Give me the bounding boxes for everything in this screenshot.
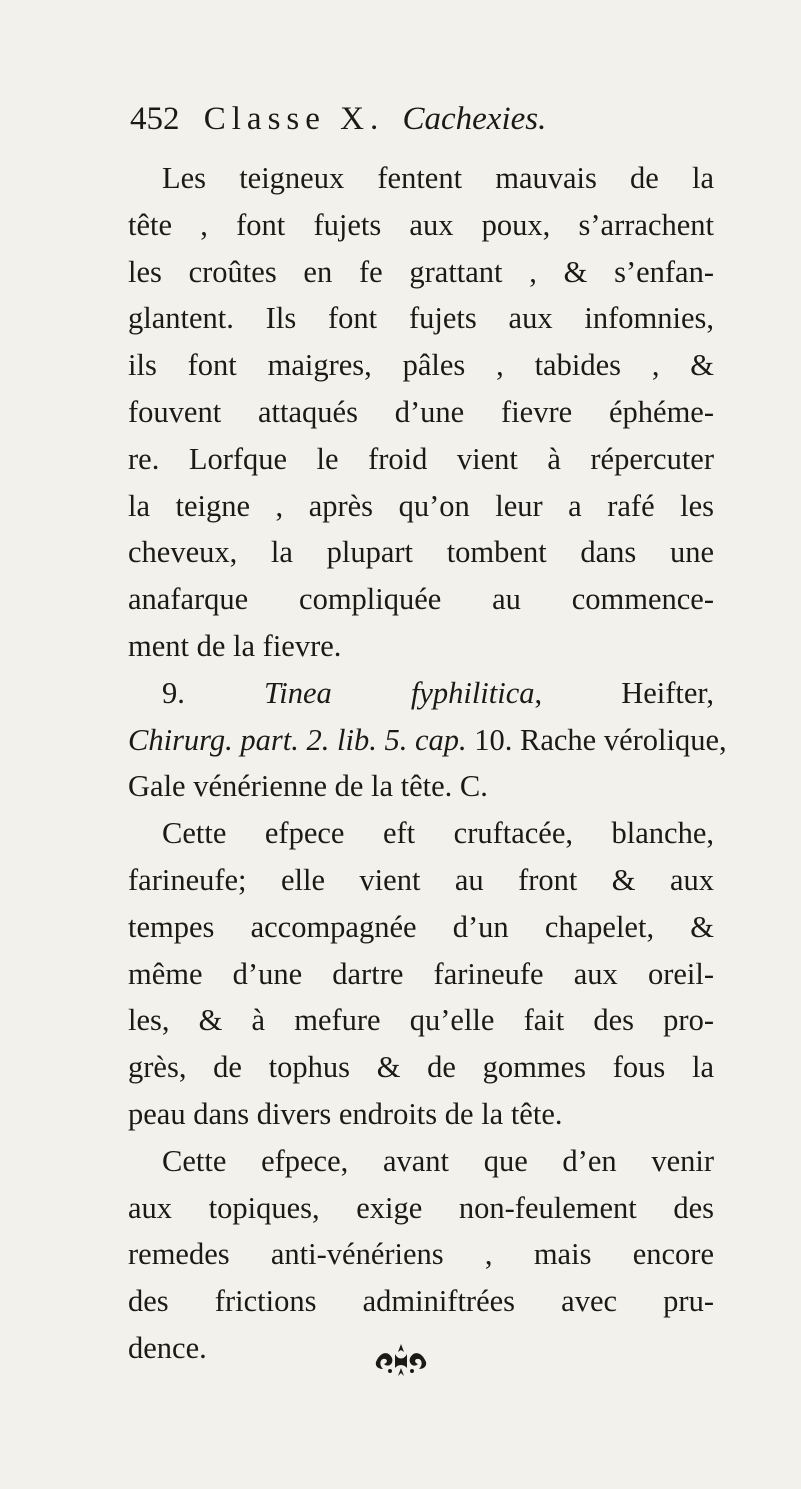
text-line: glantent. Ils font fujets aux infomnies, <box>128 301 714 336</box>
text-line: peau dans divers endroits de la tête. <box>128 1096 563 1131</box>
text-line: aux topiques, exige non-feulement des <box>128 1190 714 1225</box>
item-9-reference <box>128 717 727 764</box>
text-line: fouvent attaqués d’une fievre éphéme- <box>128 394 714 429</box>
reference-italic: Chirurg. part. 2. lib. 5. cap. <box>128 722 467 757</box>
text-line: cheveux, la plupart tombent dans une <box>128 535 714 570</box>
text-line: farineufe; elle vient au front & aux <box>128 862 714 897</box>
text-line: des frictions adminiftrées avec pru- <box>128 1284 714 1319</box>
text-line: Gale vénérienne de la tête. C. <box>128 769 488 804</box>
item-number: 9. <box>162 675 185 710</box>
running-header <box>130 101 546 138</box>
header-classe: Classe X. <box>203 101 385 137</box>
page-number: 452 <box>130 101 180 137</box>
header-section: Cachexies. <box>402 101 547 137</box>
text-line: Les teigneux fentent mauvais de la <box>162 161 714 195</box>
reference-tail: 10. Rache vérolique, <box>466 722 727 757</box>
text-line: remedes anti-vénériens , mais encore <box>128 1237 714 1272</box>
text-line: Cette efpece, avant que d’en venir <box>162 1143 714 1178</box>
text-line: Cette efpece eft cruftacée, blanche, <box>162 816 714 851</box>
text-line: même d’une dartre farineufe aux oreil- <box>128 956 714 991</box>
text-line: les croûtes en fe grattant , & s’enfan- <box>128 254 714 289</box>
text-line: grès, de tophus & de gommes fous la <box>128 1050 714 1085</box>
text-line: la teigne , après qu’on leur a rafé les <box>128 488 714 523</box>
text-line: tête , font fujets aux poux, s’arrachent <box>128 207 714 242</box>
text-line: tempes accompagnée d’un chapelet, & <box>128 909 714 944</box>
text-line: ils font maigres, pâles , tabides , & <box>128 348 714 383</box>
text-line: anafarque compliquée au commence- <box>128 582 714 617</box>
author-name: , Heifter, <box>534 675 714 710</box>
item-9-heading <box>128 670 714 717</box>
latin-name: Tinea fyphilitica <box>263 675 535 710</box>
body-text <box>128 155 727 1372</box>
text-line: ment de la fievre. <box>128 628 342 663</box>
text-line: dence. <box>128 1330 207 1365</box>
printer-ornament-icon <box>370 1338 432 1382</box>
text-line: re. Lorfque le froid vient à répercuter <box>128 441 714 476</box>
text-line: les, & à mefure qu’elle fait des pro- <box>128 1003 714 1038</box>
